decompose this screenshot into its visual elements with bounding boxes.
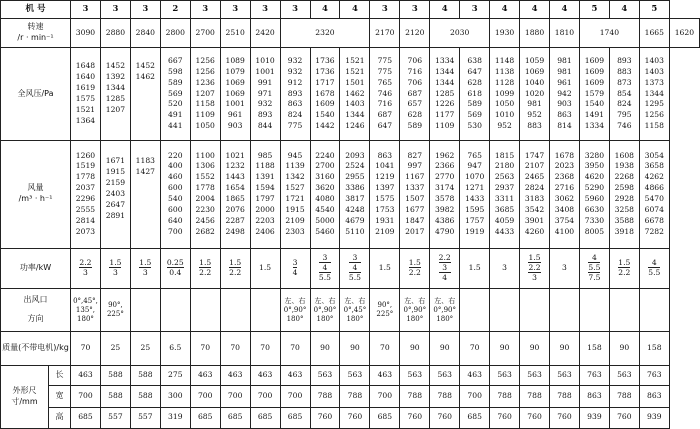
dim-length-value: 275: [160, 365, 190, 385]
dim-height-value: 685: [220, 407, 250, 428]
outlet-value: [490, 289, 520, 332]
pressure-values: 1334 1344 1344 1285 1226 1177 1109: [430, 48, 460, 140]
airflow-values: 1183 1427: [130, 140, 160, 248]
mass-value: 70: [370, 332, 400, 366]
outlet-value: [550, 289, 580, 332]
dim-length-value: 588: [130, 365, 160, 385]
airflow-values: 863 1041 1219 1397 1575 1753 1931 2109: [370, 140, 400, 248]
model-number: 3: [460, 1, 490, 19]
model-number: 3: [370, 1, 400, 19]
dim-width-label: 宽: [49, 386, 71, 407]
outlet-value: 90°, 225°: [370, 289, 400, 332]
power-value: $\frac{1.5}{2.2}$: [609, 248, 639, 289]
dims-label: 外形尺寸/mm: [1, 365, 49, 428]
dim-length-value: 463: [460, 365, 490, 385]
model-number: 4: [310, 1, 340, 19]
mass-value: 90: [520, 332, 550, 366]
dim-height-value: 760: [340, 407, 370, 428]
dim-width-value: 700: [71, 386, 101, 407]
dim-height-value: 760: [609, 407, 639, 428]
airflow-values: 220 400 460 600 540 600 640 700: [160, 140, 190, 248]
mass-value: 6.5: [160, 332, 190, 366]
outlet-value: 90°, 225°: [100, 289, 130, 332]
dim-length-value: 563: [430, 365, 460, 385]
dim-height-value: 557: [130, 407, 160, 428]
mass-value: 90: [550, 332, 580, 366]
dim-width-value: 300: [160, 386, 190, 407]
power-value: 1.5: [370, 248, 400, 289]
pressure-values: 893 883 873 854 824 795 746: [609, 48, 639, 140]
power-value: $\frac{0.25}{0.4}$: [160, 248, 190, 289]
speed-value: 2320: [280, 19, 370, 48]
power-value: 1.5 2.2 3: [520, 248, 550, 289]
outlet-value: 0°,45°, 135°, 180°: [71, 289, 101, 332]
dim-height-value: 685: [190, 407, 220, 428]
pressure-values: 1256 1256 1236 1207 1158 1109 1050: [190, 48, 220, 140]
power-value: 1.5: [460, 248, 490, 289]
dim-length-value: 563: [490, 365, 520, 385]
dim-length-value: 463: [370, 365, 400, 385]
outlet-value: [220, 289, 250, 332]
model-number: 3: [400, 1, 430, 19]
speed-value: 2120: [400, 19, 430, 48]
pressure-values: 1452 1392 1344 1285 1207: [100, 48, 130, 140]
dim-length-value: 463: [250, 365, 280, 385]
dim-width-value: 788: [340, 386, 370, 407]
pressure-values: 1452 1462: [130, 48, 160, 140]
speed-unit: /r · min⁻¹: [17, 33, 54, 43]
airflow-values: 3280 3950 4620 5290 5960 6630 7330 8005: [579, 140, 609, 248]
outlet-value: [609, 289, 639, 332]
airflow-values: 1260 1519 1778 2037 2296 2555 2814 2073: [71, 140, 101, 248]
airflow-values: 1747 2107 2465 2824 3183 3542 3901 4260: [520, 140, 550, 248]
model-label: 机 号: [1, 1, 71, 19]
model-number: 3: [100, 1, 130, 19]
mass-value: 90: [400, 332, 430, 366]
model-number: 3: [280, 1, 310, 19]
dim-width-value: 788: [550, 386, 580, 407]
airflow-label: 风量 /m³ · h⁻¹: [1, 140, 71, 248]
dim-length-label: 长: [49, 365, 71, 385]
airflow-values: 2240 2700 3160 3620 4080 4540 5000 5460: [310, 140, 340, 248]
dim-length-value: 563: [520, 365, 550, 385]
power-value: 3: [550, 248, 580, 289]
outlet-value: [160, 289, 190, 332]
power-value: $\frac{1.5}{2.2}$: [220, 248, 250, 289]
pressure-values: 1609 1609 1609 1579 1540 1491 1334: [579, 48, 609, 140]
mass-value: 25: [130, 332, 160, 366]
model-number: 4: [550, 1, 580, 19]
outlet-value: 左、右 0°,45° 180°: [340, 289, 370, 332]
dim-height-value: 760: [550, 407, 580, 428]
outlet-value: 左、右 0°,90° 180°: [310, 289, 340, 332]
airflow-values: 2093 2524 2955 3386 3817 4248 4679 5110: [340, 140, 370, 248]
speed-value: 3090: [71, 19, 101, 48]
power-value: 1.5: [250, 248, 280, 289]
mass-value: 90: [490, 332, 520, 366]
dim-height-value: 760: [400, 407, 430, 428]
model-number: 4: [490, 1, 520, 19]
outlet-value: [579, 289, 609, 332]
speed-label-text: 转速: [27, 22, 44, 32]
dim-width-value: 700: [220, 386, 250, 407]
power-value: $\frac{1.5}{3}$: [130, 248, 160, 289]
dim-length-value: 763: [639, 365, 669, 385]
power-value: 2.2 3 4: [430, 248, 460, 289]
dim-height-value: 685: [71, 407, 101, 428]
speed-value: 2170: [370, 19, 400, 48]
speed-value: 1880: [520, 19, 550, 48]
outlet-value: 左、右 0°,90° 180°: [280, 289, 310, 332]
power-value: $\frac{1.5}{2.2}$: [400, 248, 430, 289]
dim-length-value: 563: [550, 365, 580, 385]
dim-height-value: 685: [460, 407, 490, 428]
airflow-values: 3054 3658 4262 4866 5470 6074 6678 7282: [639, 140, 669, 248]
dim-width-value: 700: [250, 386, 280, 407]
dim-width-value: 588: [100, 386, 130, 407]
dim-width-value: 788: [310, 386, 340, 407]
dim-length-value: 563: [609, 365, 639, 385]
outlet-label: 出风口 方向: [1, 289, 71, 332]
dim-height-value: 685: [250, 407, 280, 428]
outlet-value: [520, 289, 550, 332]
dim-height-label: 高: [49, 407, 71, 428]
speed-value: 1740: [579, 19, 639, 48]
power-value: $\frac{4}{5.5}$: [639, 248, 669, 289]
airflow-values: 985 1188 1391 1594 1797 2000 2203 2406: [250, 140, 280, 248]
airflow-values: 1678 2023 2368 2716 3062 3408 3754 4100: [550, 140, 580, 248]
airflow-values: 765 947 1070 1271 1433 1595 1757 1919: [460, 140, 490, 248]
power-value: 3 4 5.5: [340, 248, 370, 289]
dim-width-value: 788: [430, 386, 460, 407]
outlet-value: [460, 289, 490, 332]
power-label: 功率/kW: [1, 248, 71, 289]
pressure-values: 1010 1001 991 971 932 893 844: [250, 48, 280, 140]
mass-value: 90: [609, 332, 639, 366]
model-number: 5: [639, 1, 669, 19]
dim-length-value: 463: [280, 365, 310, 385]
outlet-value: [130, 289, 160, 332]
dim-length-value: 588: [100, 365, 130, 385]
model-number: 5: [579, 1, 609, 19]
dim-width-value: 863: [639, 386, 669, 407]
model-number: 4: [340, 1, 370, 19]
dim-width-value: 788: [400, 386, 430, 407]
airflow-values: 1608 1938 2268 2598 2928 3258 3588 3918: [609, 140, 639, 248]
model-number: 3: [220, 1, 250, 19]
dim-height-value: 760: [520, 407, 550, 428]
pressure-values: 638 647 628 618 589 569 530: [460, 48, 490, 140]
speed-value: 2510: [220, 19, 250, 48]
dim-length-value: 563: [340, 365, 370, 385]
model-number: 3: [71, 1, 101, 19]
power-value: $\frac{3}{4}$: [280, 248, 310, 289]
airflow-values: 1100 1306 1552 1778 2004 2230 2456 2682: [190, 140, 220, 248]
power-value: $\frac{1.5}{2.2}$: [190, 248, 220, 289]
power-value: 3: [490, 248, 520, 289]
pressure-values: 1089 1079 1069 1069 1001 961 903: [220, 48, 250, 140]
dim-width-value: 700: [460, 386, 490, 407]
mass-value: 70: [460, 332, 490, 366]
mass-value: 70: [250, 332, 280, 366]
power-value: $\frac{1.5}{3}$: [100, 248, 130, 289]
mass-value: 158: [639, 332, 669, 366]
dim-height-value: 319: [160, 407, 190, 428]
speed-value: 1810: [550, 19, 580, 48]
dim-height-value: 557: [100, 407, 130, 428]
model-number: 4: [430, 1, 460, 19]
speed-value: 1930: [490, 19, 520, 48]
pressure-values: 706 716 706 687 657 628 589: [400, 48, 430, 140]
dim-height-value: 760: [490, 407, 520, 428]
dim-length-value: 463: [190, 365, 220, 385]
dim-length-value: 763: [579, 365, 609, 385]
outlet-value: 左、右 0°,90° 180°: [400, 289, 430, 332]
airflow-values: 1962 2366 2770 3174 3578 3982 4386 4790: [430, 140, 460, 248]
speed-value: 2800: [160, 19, 190, 48]
speed-value: 2420: [250, 19, 280, 48]
outlet-value: 左、右 0°,90° 180°: [430, 289, 460, 332]
speed-value: 2030: [430, 19, 490, 48]
dim-width-value: 788: [520, 386, 550, 407]
speed-value: 2840: [130, 19, 160, 48]
model-number: 4: [609, 1, 639, 19]
dim-height-value: 760: [430, 407, 460, 428]
dim-width-value: 588: [130, 386, 160, 407]
airflow-values: 1815 2180 2563 2937 3311 3685 4059 4433: [490, 140, 520, 248]
dim-length-value: 463: [220, 365, 250, 385]
dim-width-value: 788: [490, 386, 520, 407]
outlet-value: [190, 289, 220, 332]
dim-width-value: 700: [280, 386, 310, 407]
speed-value: 1620: [669, 19, 699, 48]
mass-value: 70: [220, 332, 250, 366]
dim-width-value: 700: [370, 386, 400, 407]
speed-value: 2700: [190, 19, 220, 48]
model-number: 4: [520, 1, 550, 19]
power-value: $\frac{2.2}{3}$: [71, 248, 101, 289]
model-number: 3: [250, 1, 280, 19]
speed-value: 1665: [639, 19, 669, 48]
model-number: 2: [160, 1, 190, 19]
airflow-values: 945 1139 1342 1527 1721 1915 2109 2303: [280, 140, 310, 248]
outlet-value: [250, 289, 280, 332]
pressure-label: 全风压/Pa: [1, 48, 71, 140]
mass-value: 90: [340, 332, 370, 366]
speed-value: 2880: [100, 19, 130, 48]
mass-value: 25: [100, 332, 130, 366]
dim-height-value: 685: [370, 407, 400, 428]
pressure-values: 932 932 912 893 863 824 775: [280, 48, 310, 140]
dim-width-value: 788: [609, 386, 639, 407]
pressure-values: 1648 1640 1619 1575 1521 1364: [71, 48, 101, 140]
airflow-values: 827 997 1167 1337 1507 1677 1847 2017: [400, 140, 430, 248]
model-number: 3: [190, 1, 220, 19]
speed-label: [1, 19, 71, 48]
pressure-values: 1403 1403 1373 1344 1295 1256 1158: [639, 48, 669, 140]
dim-length-value: 563: [310, 365, 340, 385]
dim-height-value: 939: [579, 407, 609, 428]
outlet-value: [639, 289, 669, 332]
mass-value: 70: [280, 332, 310, 366]
mass-value: 70: [190, 332, 220, 366]
pressure-values: 1148 1138 1128 1099 1050 1010 952: [490, 48, 520, 140]
mass-value: 90: [430, 332, 460, 366]
dim-height-value: 760: [310, 407, 340, 428]
airflow-values: 1671 1915 2159 2403 2647 2891: [100, 140, 130, 248]
dim-height-value: 939: [639, 407, 669, 428]
power-value: 3 4 5.5: [310, 248, 340, 289]
dim-length-value: 563: [400, 365, 430, 385]
model-number: 3: [130, 1, 160, 19]
dim-height-value: 685: [280, 407, 310, 428]
pressure-values: 775 775 765 746 716 687 647: [370, 48, 400, 140]
power-value: 4 5.5 7.5: [579, 248, 609, 289]
mass-value: 70: [71, 332, 101, 366]
pressure-values: 667 598 589 569 520 491 441: [160, 48, 190, 140]
mass-label: 质量(不带电机)/kg: [1, 332, 71, 366]
dim-length-value: 463: [71, 365, 101, 385]
pressure-values: 981 981 961 942 903 863 814: [550, 48, 580, 140]
pressure-values: 1059 1069 1040 1020 981 952 883: [520, 48, 550, 140]
mass-value: 158: [579, 332, 609, 366]
dim-width-value: 863: [579, 386, 609, 407]
mass-value: 90: [310, 332, 340, 366]
airflow-values: 1021 1232 1443 1654 1865 2076 2287 2498: [220, 140, 250, 248]
pressure-values: 1736 1736 1717 1678 1609 1540 1442: [310, 48, 340, 140]
pressure-values: 1521 1521 1501 1462 1403 1344 1246: [340, 48, 370, 140]
dim-width-value: 700: [190, 386, 220, 407]
